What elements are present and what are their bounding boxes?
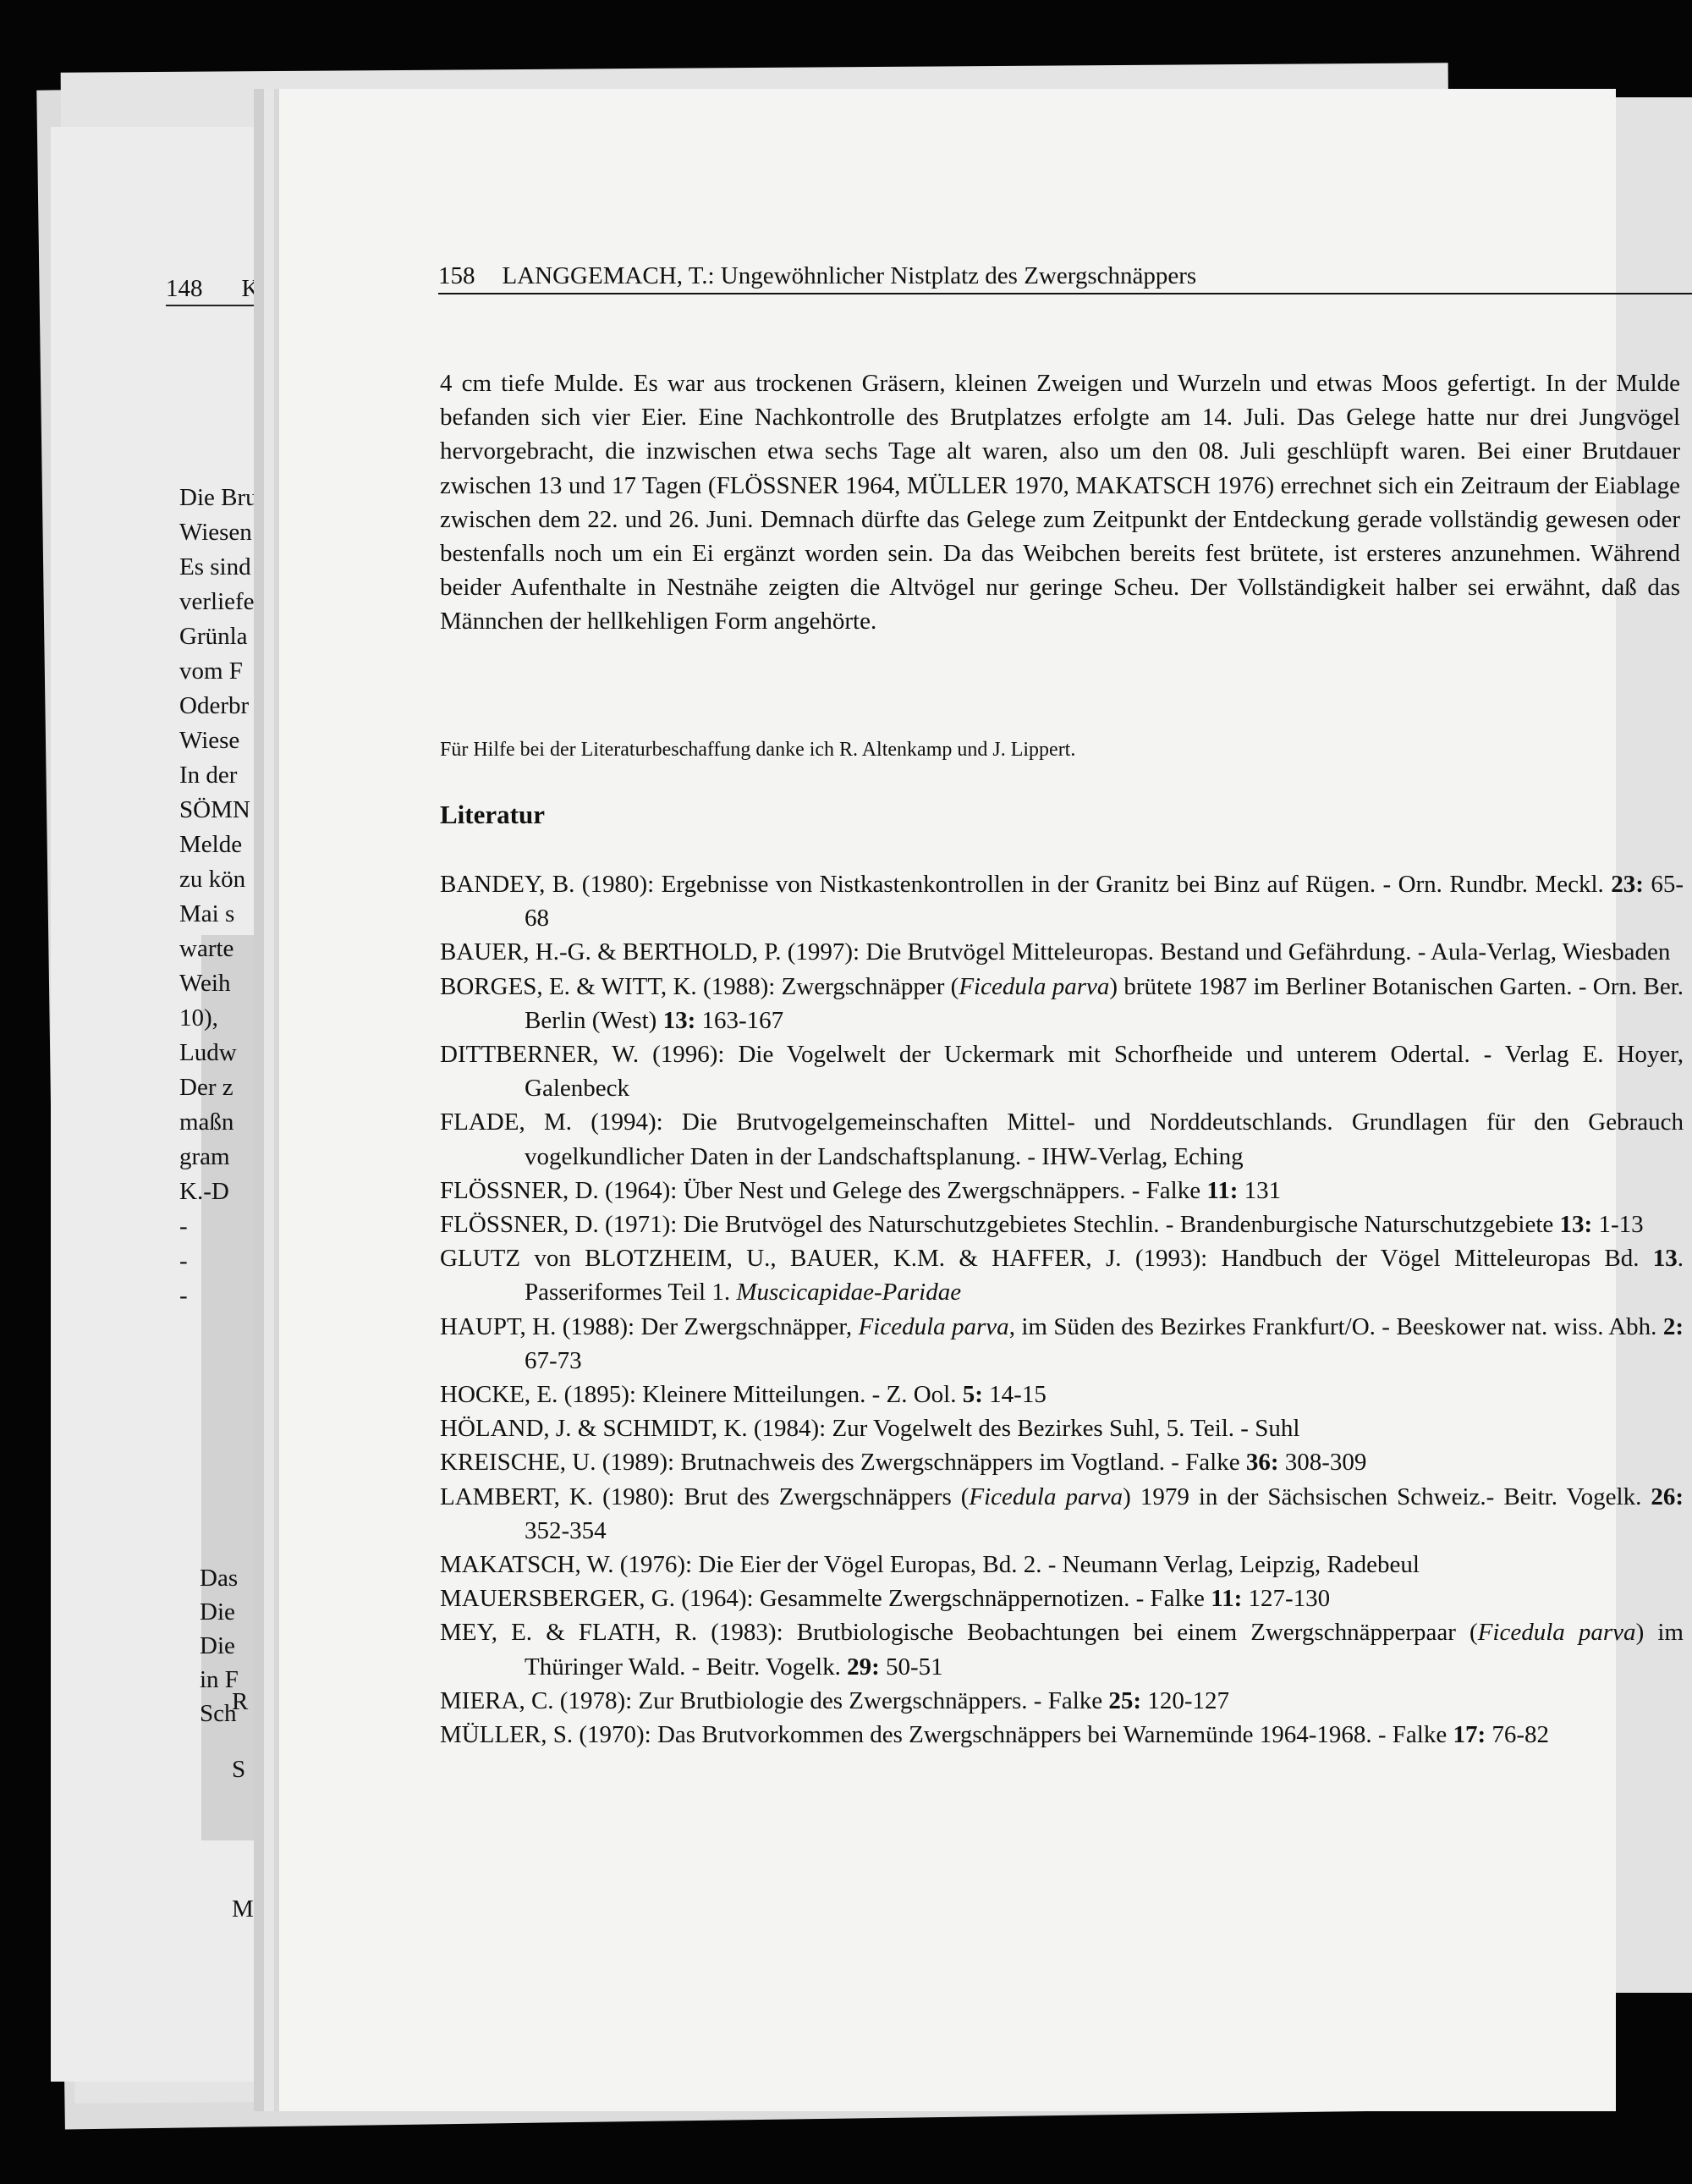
reference-volume: 11: — [1211, 1585, 1243, 1613]
reference-volume: 13 — [1652, 1245, 1678, 1273]
reference-text: MAUERSBERGER, G. (1964): Gesammelte Zwergschnäppernotizen. - Falke — [440, 1585, 1211, 1613]
left-page-line: vom F — [179, 657, 243, 685]
reference-volume: 25: — [1108, 1686, 1142, 1714]
reference-text: 14-15 — [982, 1381, 1047, 1409]
reference-text: KREISCHE, U. (1989): Brutnachweis des Zwergschnäppers im Vogtland. - Falke — [440, 1449, 1246, 1477]
reference-item — [440, 1208, 1684, 1241]
reference-text: MÜLLER, S. (1970): Das Brutvorkommen des Zwergschnäppers bei Warnemünde 1964-1968. - Falke — [440, 1721, 1453, 1749]
reference-item — [440, 1582, 1684, 1615]
reference-volume: 36: — [1245, 1449, 1279, 1477]
reference-text: BAUER, H.-G. & BERTHOLD, P. (1997): Die Brutvögel Mitteleuropas. Bestand und Gefährdung. - Aula-Verlag, Wiesbaden — [440, 938, 1671, 966]
reference-italic: Muscicapidae-Paridae — [736, 1279, 962, 1307]
literature-heading: Literatur — [440, 800, 545, 829]
reference-item — [440, 1241, 1684, 1309]
reference-italic: Ficedula parva — [959, 972, 1110, 1000]
left-page-line: verliefe — [179, 588, 255, 615]
main-page — [279, 89, 1684, 2111]
running-header — [438, 262, 1692, 294]
left-page-line: Ludw — [179, 1039, 237, 1066]
reference-volume: 23: — [1611, 871, 1644, 898]
reference-item — [440, 1548, 1684, 1582]
reference-italic: Ficedula parva — [1477, 1619, 1636, 1647]
left-page-line: SÖMN — [179, 796, 250, 823]
reference-volume: 2: — [1662, 1312, 1684, 1340]
reference-text: GLUTZ von BLOTZHEIM, U., BAUER, K.M. & HAFFER, J. (1993): Handbuch der Vögel Mitteleuropas Bd. — [440, 1245, 1653, 1273]
left-page-number: 148 — [166, 275, 203, 302]
reference-item — [440, 1105, 1684, 1173]
acknowledgement: Für Hilfe bei der Literaturbeschaffung danke ich R. Altenkamp und J. Lippert. — [440, 739, 1076, 761]
reference-text: 308-309 — [1278, 1449, 1367, 1477]
reference-text: 1-13 — [1592, 1211, 1644, 1239]
left-page-sub-line: Die — [200, 1598, 235, 1626]
reference-volume: 13: — [662, 1006, 696, 1034]
reference-text: 352-354 — [525, 1516, 607, 1544]
left-page-line: gram — [179, 1143, 230, 1170]
reference-italic: Ficedula parva — [858, 1312, 1009, 1340]
body-paragraph: 4 cm tiefe Mulde. Es war aus trockenen Gräsern, kleinen Zweigen und Wurzeln und etwas Moos gefertigt. In der Mulde befanden sich vier Eier. Eine Nachkontrolle des Brutplatzes erfolgte am 14. Juli. Das Gelege hatte nur drei Jungvögel hervorgebracht, die inzwischen etwa sechs Tage alt waren, also um den 08. Juli geschlüpft waren. Bei einer Brutdauer zwischen 13 und 17 Tagen (FLÖSSNER 1964, MÜLLER 1970, MAKATSCH 1976) errechnet sich ein Zeitraum der Eiablage zwischen dem 22. und 26. Juni. Demnach dürfte das Gelege zum Zeitpunkt der Entdeckung gerade vollständig gewesen oder bestenfalls noch um ein Ei ergänzt worden sein. Da das Weibchen bereits fest brütete, ist ersteres anzunehmen. Während beider Aufenthalte in Nestnähe zeigten die Altvögel nur geringe Scheu. Der Vollständigkeit halber sei erwähnt, daß das Männchen der hellkehligen Form angehörte. — [440, 370, 1680, 635]
left-page-line: - — [179, 1247, 188, 1274]
reference-text: DITTBERNER, W. (1996): Die Vogelwelt der Uckermark mit Schorfheide und unterem Odertal. - Verlag E. Hoyer, Galenbeck — [440, 1041, 1684, 1103]
reference-volume: 11: — [1206, 1176, 1239, 1204]
reference-text: , im Süden des Bezirkes Frankfurt/O. - Beeskower nat. wiss. Abh. — [1008, 1312, 1663, 1340]
reference-item — [440, 935, 1684, 969]
left-page-line: Wiesen — [179, 519, 252, 546]
left-page-line: Die Bru — [179, 484, 258, 511]
reference-text: . Passeriformes Teil 1. — [525, 1245, 1684, 1307]
reference-text: 127-130 — [1242, 1585, 1331, 1613]
left-page-line: In der — [179, 762, 238, 789]
reference-text: HOCKE, E. (1895): Kleinere Mitteilungen. - Z. Ool. — [440, 1381, 963, 1409]
reference-item — [440, 1480, 1684, 1548]
left-page-sub-line: Das — [200, 1565, 239, 1592]
reference-text: FLÖSSNER, D. (1971): Die Brutvögel des Naturschutzgebietes Stechlin. - Brandenburgische Naturschutzgebiete — [440, 1211, 1560, 1239]
reference-item — [440, 867, 1684, 935]
left-page-line: Wiese — [179, 727, 240, 754]
reference-text: FLÖSSNER, D. (1964): Über Nest und Gelege des Zwergschnäppers. - Falke — [440, 1176, 1207, 1204]
left-page-sub-line: in F — [200, 1666, 239, 1693]
left-page-sub-line: Sch — [200, 1700, 237, 1727]
reference-text: ) brütete 1987 im Berliner Botanischen Garten. - Orn. Ber. Berlin (West) — [525, 972, 1684, 1034]
left-page-line: warte — [179, 935, 234, 962]
reference-text: 76-82 — [1486, 1721, 1550, 1749]
left-page-bottom-line: R — [232, 1688, 249, 1715]
reference-text: HAUPT, H. (1988): Der Zwergschnäpper, — [440, 1312, 859, 1340]
left-page-line: 10), — [179, 1004, 218, 1031]
reference-item — [440, 1615, 1684, 1683]
reference-item — [440, 1684, 1684, 1718]
left-page-line: Es sind — [179, 553, 251, 580]
reference-text: FLADE, M. (1994): Die Brutvogelgemeinschaften Mittel- und Norddeutschlands. Grundlagen für den Gebrauch vogelkundlicher Daten in der Landschaftsplanung. - IHW-Verlag, Eching — [440, 1109, 1684, 1170]
left-page-line: Der z — [179, 1074, 233, 1101]
reference-volume: 17: — [1453, 1721, 1486, 1749]
reference-item — [440, 1411, 1684, 1445]
reference-text: 50-51 — [879, 1653, 943, 1681]
reference-text: HÖLAND, J. & SCHMIDT, K. (1984): Zur Vogelwelt des Bezirkes Suhl, 5. Teil. - Suhl — [440, 1415, 1300, 1443]
reference-text: 163-167 — [695, 1006, 784, 1034]
reference-volume: 5: — [962, 1381, 983, 1409]
reference-volume: 13: — [1559, 1211, 1593, 1239]
left-page-line: maßn — [179, 1109, 234, 1136]
reference-italic: Ficedula parva — [969, 1483, 1123, 1510]
left-page-line: Oderbr — [179, 692, 250, 719]
reference-text: BORGES, E. & WITT, K. (1988): Zwergschnäpper ( — [440, 972, 959, 1000]
page-number: 158 — [438, 262, 475, 289]
reference-list — [440, 867, 1684, 1752]
reference-item — [440, 1718, 1684, 1752]
reference-text: MEY, E. & FLATH, R. (1983): Brutbiologische Beobachtungen bei einem Zwergschnäpperpaar ( — [440, 1619, 1478, 1647]
reference-item — [440, 1174, 1684, 1208]
reference-text: 131 — [1238, 1176, 1282, 1204]
reference-item — [440, 970, 1684, 1037]
reference-text: MAKATSCH, W. (1976): Die Eier der Vögel Europas, Bd. 2. - Neumann Verlag, Leipzig, Radebeul — [440, 1551, 1420, 1579]
reference-text: BANDEY, B. (1980): Ergebnisse von Nistkastenkontrollen in der Granitz bei Binz auf Rügen. - Orn. Rundbr. Meckl. — [440, 871, 1612, 898]
reference-text: ) 1979 in der Sächsischen Schweiz.- Beitr. Vogelk. — [1123, 1483, 1651, 1510]
left-page-line: Weih — [179, 970, 231, 997]
reference-item — [440, 1378, 1684, 1411]
reference-text: LAMBERT, K. (1980): Brut des Zwergschnäppers ( — [440, 1483, 970, 1510]
left-page-line: Grünla — [179, 623, 248, 650]
left-page-line: K.-D — [179, 1178, 229, 1205]
left-page-line: - — [179, 1282, 188, 1309]
reference-volume: 29: — [847, 1653, 880, 1681]
reference-text: 120-127 — [1141, 1686, 1229, 1714]
left-page-header-fragment: K — [241, 275, 260, 302]
reference-text: MIERA, C. (1978): Zur Brutbiologie des Zwergschnäppers. - Falke — [440, 1686, 1109, 1714]
left-page-line: Melde — [179, 831, 243, 858]
reference-item — [440, 1445, 1684, 1479]
reference-text: ) im Thüringer Wald. - Beitr. Vogelk. — [525, 1619, 1684, 1681]
reference-text: 65-68 — [525, 871, 1684, 932]
left-page-line: zu kön — [179, 866, 246, 893]
left-page-line: - — [179, 1213, 188, 1240]
left-page-bottom-line: M — [232, 1895, 254, 1923]
left-page-sub-line: Die — [200, 1632, 235, 1659]
reference-item — [440, 1310, 1684, 1378]
reference-item — [440, 1037, 1684, 1105]
left-page-line: Mai s — [179, 900, 235, 927]
left-page-bottom-line: S — [232, 1756, 246, 1783]
reference-text: 67-73 — [525, 1346, 582, 1374]
running-header-title: LANGGEMACH, T.: Ungewöhnlicher Nistplatz des Zwergschnäppers — [502, 262, 1197, 289]
reference-volume: 26: — [1651, 1483, 1684, 1510]
